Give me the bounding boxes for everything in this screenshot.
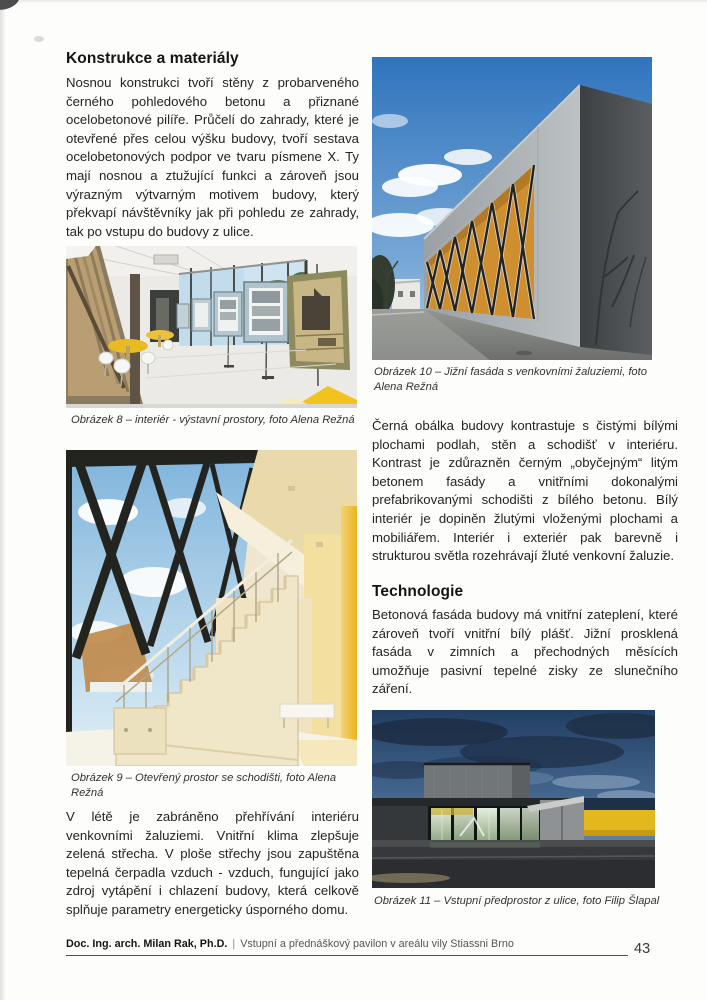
scan-edge-shadow <box>0 0 6 1000</box>
section-heading-technologie: Technologie <box>372 583 464 600</box>
figure-11-photo <box>372 710 655 888</box>
section-heading-konstrukce: Konstrukce a materiály <box>66 50 239 67</box>
figure-10-caption: Obrázek 10 – Jižní fasáda s venkovními žaluziemi, foto Alena Režná <box>374 366 647 393</box>
scan-corner-artifact <box>0 0 21 11</box>
footer-title: Vstupní a přednáškový pavilon v areálu vily Stiassni Brno <box>240 938 514 950</box>
figure-11-caption: Obrázek 11 – Vstupní předprostor z ulice, foto Filip Šlapal <box>374 895 660 907</box>
figure-11 <box>372 710 655 888</box>
footer-separator: | <box>232 938 236 950</box>
paragraph-technologie: Betonová fasáda budovy má vnitřní zateplení, které zároveň tvoří vnitřní bílý plášť. Jižní prosklená fasáda v zimních a přechodných měsících umožňuje pasivní tepelné zisky ze slunečního záření. <box>372 607 678 697</box>
page-number: 43 <box>634 941 651 957</box>
page-footer <box>66 938 628 956</box>
footer-author: Doc. Ing. arch. Milan Rak, Ph.D. <box>66 938 228 950</box>
paragraph-kontrast: Černá obálka budovy kontrastuje s čistými bílými plochami podlah, stěn a schodišť v interiéru. Kontrast je zdůrazněn černým „obyčejným“ litým betonem fasády a vnitřními dokonalými prefabrikovanými schodišti z bílého betonu. Bílý interiér je dopiněn žlutými vloženými plochami a mobiliářem. Interiér i exteriér pak barevně i strukturou světla rozehrávají žluté venkovní žaluzie. <box>372 418 678 564</box>
figure-10-photo <box>372 57 652 360</box>
figure-9-photo <box>66 450 357 766</box>
figure-8-caption: Obrázek 8 – interiér - výstavní prostory, foto Alena Režná <box>71 414 355 426</box>
scan-edge-shadow-top <box>0 0 707 4</box>
paragraph-konstrukce: Nosnou konstrukci tvoří stěny z probarveného černého pohledového betonu a přiznané ocelobetonové pilíře. Průčelí do zahrady, které je otevřené přes celou výšku budovy, tvoří sestava ocelobetonových podpor ve tvaru písmene X. Ty mají nosnou a ztužující funkci a zároveň jsou výrazným výtvarným motivem budovy, který překvapí návštěvníky jak při pohledu ze zahrady, tak po vstupu do budovy z ulice. <box>66 75 359 239</box>
figure-8-photo <box>66 246 357 408</box>
figure-8 <box>66 246 357 408</box>
figure-9-caption: Obrázek 9 – Otevřený prostor se schodišti, foto Alena Režná <box>71 772 337 799</box>
paragraph-letni-rezim: V létě je zabráněno přehřívání interiéru venkovními žaluziemi. Vnitřní klima zlepšuje zelená střecha. V ploše střechy jsou zapuštěna tepelná čerpadla vzduch - vzduch, fungující jako zdroj vytápění i chlazení budovy, která celkově splňuje parametry energeticky úsporného domu. <box>66 809 359 917</box>
figure-9 <box>66 450 357 766</box>
scan-smudge <box>34 36 44 42</box>
figure-10 <box>372 57 652 360</box>
